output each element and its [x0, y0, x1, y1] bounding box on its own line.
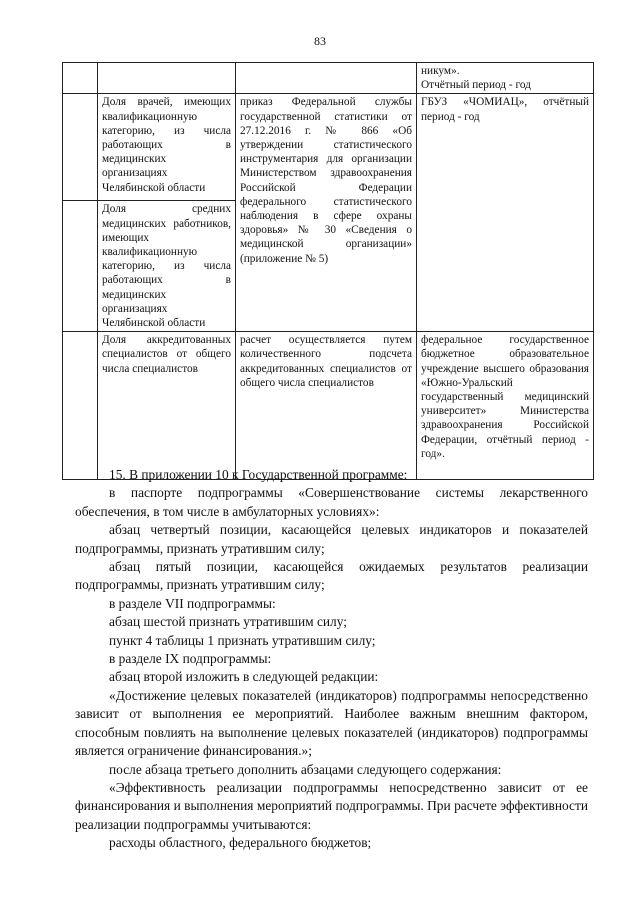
paragraph: «Эффективность реализации подпрограммы непосредственно зависит от ее финансирования и выполнения мероприятий подпрограммы. При расчете эффективности реализации подпрограммы учитываются:: [75, 779, 588, 832]
table-cell-source: приказ Федеральной службы государственной статистики от 27.12.2016 г. № 866 «Об утверждении статистического инструментария для организации Министерством здравоохранения Российской Федерации федерального статистического наблюдения в сфере охраны здоровья» № 30 «Сведения о медицинской организации» (приложение № 5): [236, 94, 417, 332]
paragraph: абзац второй изложить в следующей редакции:: [109, 669, 379, 685]
table-cell-responsible: федеральное государственное бюджетное образовательное учреждение высшего образования «Южно-Уральский государственный медицинский университет» Министерства здравоохранения Российской Федерации, отчётный период - год».: [417, 332, 594, 480]
indicators-table: [62, 62, 594, 480]
paragraph: в разделе VII подпрограммы:: [109, 595, 276, 611]
table-cell-responsible: никум». Отчётный период - год: [417, 63, 594, 94]
table-cell-indicator: Доля аккредитованных специалистов от общего числа специалистов: [98, 332, 236, 480]
table-cell-source: расчет осуществляется путем количественного подсчета аккредитованных специалистов от общего числа специалистов: [236, 332, 417, 480]
paragraph: в паспорте подпрограммы «Совершенствование системы лекарственного обеспечения, в том числе в амбулаторных условиях»:: [75, 485, 588, 519]
table-cell-indicator: Доля средних медицинских работников, имеющих квалификационную категорию, из числа работающих в медицинских организациях Челябинской области: [98, 201, 236, 332]
table-cell-source: [236, 63, 417, 94]
page-number: 83: [314, 34, 326, 48]
paragraph: 15. В приложении 10 к Государственной программе:: [109, 467, 408, 482]
table-cell-number: [63, 201, 98, 332]
paragraph: абзац шестой признать утратившим силу;: [109, 614, 347, 630]
table-cell-number: [63, 63, 98, 94]
paragraph: абзац пятый позиции, касающейся ожидаемых результатов реализации подпрограммы, признать утратившим силу;: [75, 559, 588, 593]
table-row: [63, 94, 594, 201]
paragraph: расходы областного, федерального бюджетов;: [109, 835, 372, 851]
document-body: [75, 466, 588, 853]
table-cell-responsible: ГБУЗ «ЧОМИАЦ», отчётный период - год: [417, 94, 594, 332]
table-cell-number: [63, 332, 98, 480]
paragraph: пункт 4 таблицы 1 признать утратившим силу;: [109, 632, 376, 648]
paragraph: абзац четвертый позиции, касающейся целевых индикаторов и показателей подпрограммы, признать утратившим силу;: [75, 522, 588, 556]
paragraph: в разделе IX подпрограммы:: [109, 651, 272, 667]
table-cell-number: [63, 94, 98, 201]
table-cell-indicator: Доля врачей, имеющих квалификационную категорию, из числа работающих в медицинских организациях Челябинской области: [98, 94, 236, 201]
table-row: [63, 332, 594, 480]
paragraph: после абзаца третьего дополнить абзацами следующего содержания:: [109, 761, 502, 777]
table-cell-indicator: [98, 63, 236, 94]
table-row: [63, 63, 594, 94]
paragraph: «Достижение целевых показателей (индикаторов) подпрограммы непосредственно зависит от выполнения ее мероприятий. Наиболее важным внешним фактором, способным повлиять на выполнение целевых показателей (индикаторов) подпрограммы является ограничение финансирования.»;: [75, 687, 588, 759]
